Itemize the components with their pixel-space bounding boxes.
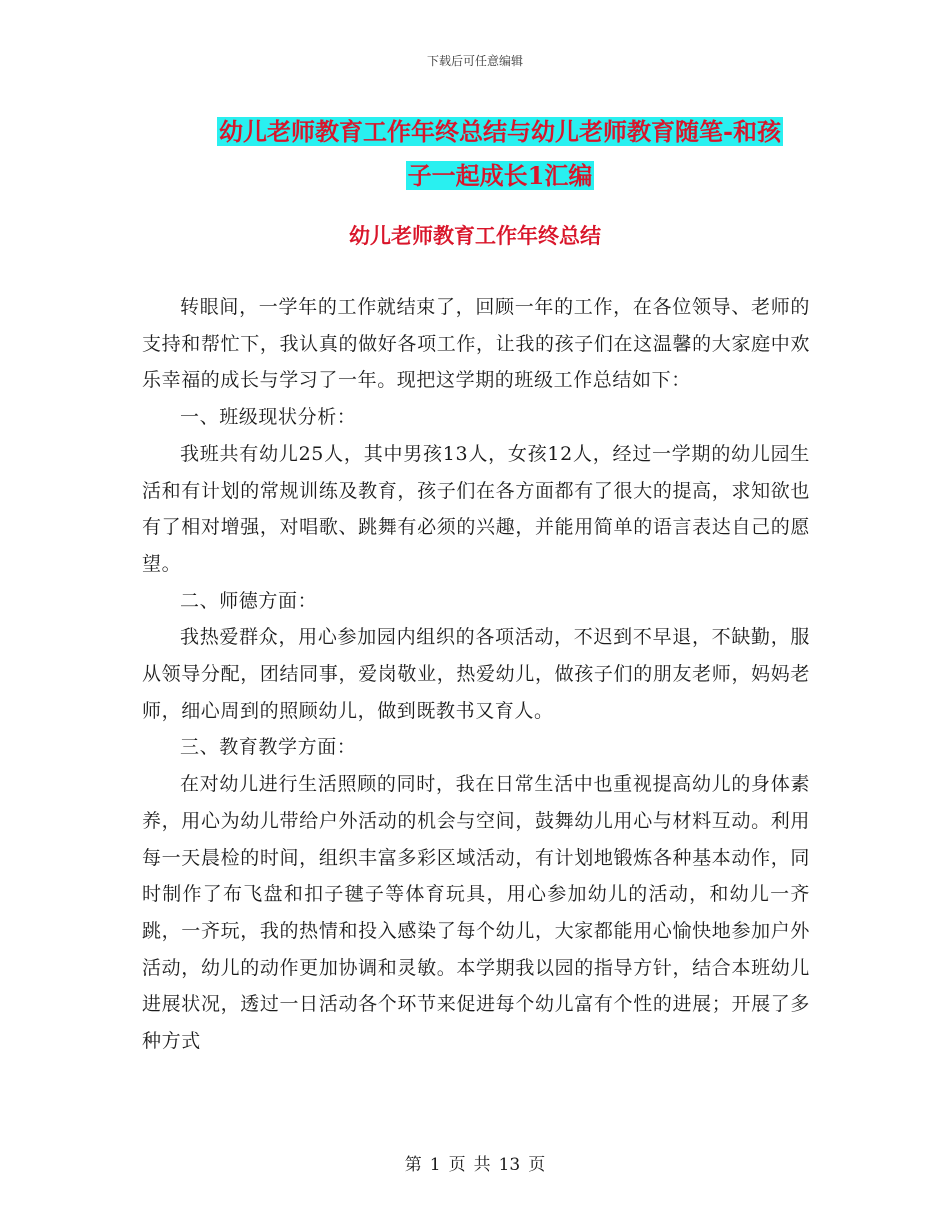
subheading-class-analysis: 一、班级现状分析： (180, 406, 357, 429)
paragraph-teaching: 在对幼儿进行生活照顾的同时，我在日常生活中也重视提高幼儿的身体素养，用心为幼儿带给户外活动的机会与空间，鼓舞幼儿用心与材料互动。利用每一天晨检的时间，组织丰富多彩区域活动，有计划地锻炼各种基本动作，同时制作了布飞盘和扣子毽子等体育玩具，用心参加幼儿的活动，和幼儿一齐跳，一齐玩，我的热情和投入感染了每个幼儿，大家都能用心愉快地参加户外活动，幼儿的动作更加协调和灵敏。本学期我以园的指导方针，结合本班幼儿进展状况，透过一日活动各个环节来促进每个幼儿富有个性的进展；开展了多种方式 (142, 773, 810, 1053)
footer-prefix: 第 (404, 1155, 422, 1175)
footer-page-number: 1 (429, 1155, 441, 1175)
footer-total-suffix: 页 (528, 1155, 546, 1175)
footer-page-label: 页 (448, 1155, 466, 1175)
section-heading: 幼儿老师教育工作年终总结 (349, 223, 601, 248)
footer-total-label: 共 (473, 1155, 491, 1175)
document-title (140, 110, 860, 198)
subheading-teaching: 三、教育教学方面： (180, 736, 357, 759)
paragraph-teacher-ethics: 我热爱群众，用心参加园内组织的各项活动，不迟到不早退，不缺勤，服从领导分配，团结同事，爱岗敬业，热爱幼儿，做孩子们的朋友老师，妈妈老师，细心周到的照顾幼儿，做到既教书又育人。 (142, 626, 810, 722)
header-note: 下载后可任意编辑 (426, 54, 523, 68)
paragraph-class-analysis: 我班共有幼儿25人，其中男孩13人，女孩12人，经过一学期的幼儿园生活和有计划的常规训练及教育，孩子们在各方面都有了很大的提高，求知欲也有了相对增强，对唱歌、跳舞有必须的兴趣，并能用简单的语言表达自己的愿望。 (142, 442, 810, 575)
footer-total-pages: 13 (498, 1155, 521, 1175)
page-footer (0, 1150, 950, 1175)
document-title-line-2: 子一起成长1汇编 (407, 161, 593, 190)
document-title-line-1: 幼儿老师教育工作年终总结与幼儿老师教育随笔-和孩 (219, 117, 781, 146)
document-body (142, 289, 810, 1060)
paragraph-intro: 转眼间，一学年的工作就结束了，回顾一年的工作，在各位领导、老师的支持和帮忙下，我认真的做好各项工作，让我的孩子们在这温馨的大家庭中欢乐幸福的成长与学习了一年。现把这学期的班级工作总结如下： (142, 296, 810, 392)
subheading-teacher-ethics: 二、师德方面： (180, 589, 318, 612)
